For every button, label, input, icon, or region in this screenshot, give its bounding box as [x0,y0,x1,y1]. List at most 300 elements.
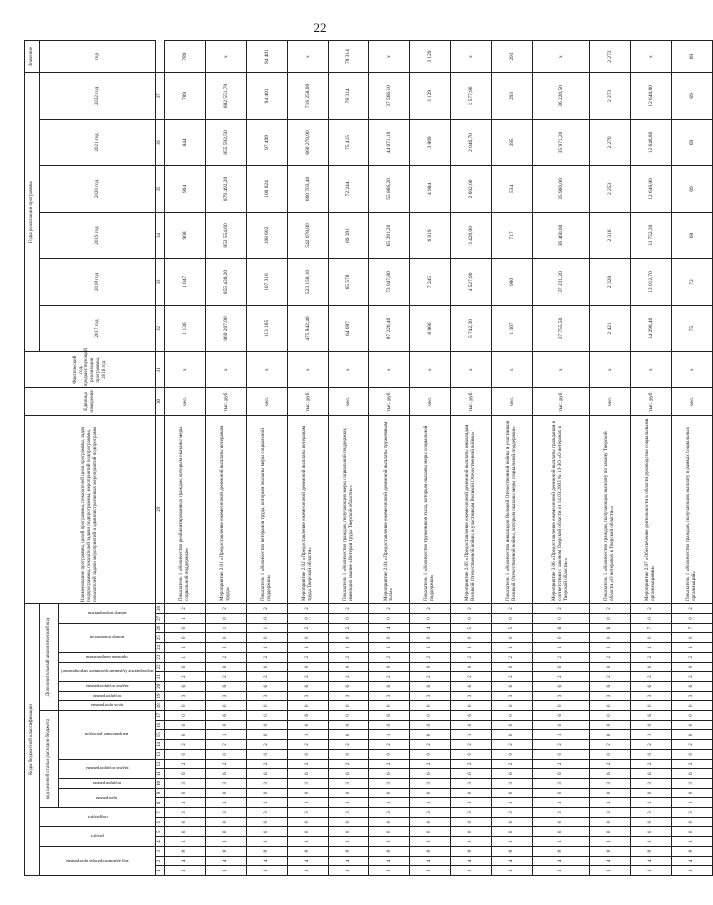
row-base-year: х [410,352,451,388]
column-number: 20 [156,681,165,691]
row-year-value: 3 869 [410,119,451,166]
code-cell: 2 [590,759,631,769]
column-number: 12 [156,759,165,769]
code-cell: 0 [165,817,206,827]
code-cell: 0 [410,788,451,798]
code-cell: 2 [590,740,631,750]
program_sub-header-text: программа [96,795,118,801]
code-cell: 2 [451,652,492,662]
row-year-value: 852 554,60 [205,212,246,259]
row-year-value: 97 499 [246,119,287,166]
row-year-value: 660 270,90 [287,119,328,166]
code-cell: 1 [165,643,206,653]
code-cell: 0 [492,614,533,624]
table-row [451,41,492,876]
code-cell: 0 [671,788,712,798]
row-unit: чел. [328,388,369,415]
row-year-value: 65 578 [328,259,369,306]
code-cell: 2 [287,603,328,613]
code-cell: 3 [246,808,287,818]
code-cell: 0 [671,701,712,711]
code-cell: 2 [328,740,369,750]
code-cell: 0 [410,720,451,730]
row-year-value: 908 [165,212,206,259]
column-number: 28 [156,603,165,613]
program-table [24,40,713,876]
code-cell: 0 [492,711,533,721]
code-cell: 6 [205,769,246,779]
code-cell: 0 [590,817,631,827]
row-unit: чел. [590,388,631,415]
row-target: х [451,41,492,73]
code-cell: 8 [369,846,410,856]
row-year-value: 789 [165,73,206,120]
code-cell: 6 [451,711,492,721]
code-cell: 2 [671,759,712,769]
code-cell: 2 [492,652,533,662]
code-cell: 0 [246,720,287,730]
row-year-value: 37 231,20 [533,259,590,306]
code-cell: 1 [671,798,712,808]
code-cell: 0 [165,711,206,721]
code-cell: 0 [631,817,672,827]
code-cell: 0 [165,662,206,672]
code-cell: 0 [205,827,246,837]
code-cell: 4 [631,856,672,866]
act_index-header-text: номер показателя [89,635,125,641]
section-header-text: раздел [91,834,104,840]
code-cell: 2 [492,672,533,682]
code-cell: 6 [287,681,328,691]
code-cell: 2 [631,759,672,769]
row-year-value: 542 078,80 [287,212,328,259]
act_goal-header [59,701,156,711]
column-number: 13 [156,749,165,759]
row-year-value: 113 165 [246,305,287,352]
code-cell: 1 [165,614,206,624]
row-year-value: 65 391,20 [369,212,410,259]
code-cell: 0 [631,788,672,798]
code-cell: 6 [287,769,328,779]
code-cell: 0 [410,633,451,643]
code-cell: 4 [287,856,328,866]
code-cell: 3 [287,808,328,818]
code-cell: 4 [165,856,206,866]
code-cell: 0 [590,662,631,672]
row-year-value: 3 129 [410,73,451,120]
row-year-value: 395 [492,119,533,166]
code-cell: 2 [205,652,246,662]
code-cell: 1 [671,866,712,876]
code-cell: 0 [369,633,410,643]
row-year-value: 69 [671,73,712,120]
row-year-value: 75 [671,305,712,352]
row-year-value: 108 602 [246,212,287,259]
code-cell: 6 [590,681,631,691]
code-cell: 0 [287,788,328,798]
code-cell: 0 [590,711,631,721]
row-name: Показатель 1 «Количество граждан, получающих выплату в рамках социальных организаций» [671,415,712,603]
code-cell: 1 [369,730,410,740]
code-cell: 2 [205,740,246,750]
code-cell: 0 [671,711,712,721]
code-cell: 0 [533,817,590,827]
code-cell: 6 [205,711,246,721]
code-cell: 0 [369,614,410,624]
code-cell: 2 [328,759,369,769]
code-cell: 2 [165,740,206,750]
code-cell: 0 [410,749,451,759]
code-cell: 0 [205,788,246,798]
code-cell: 0 [590,730,631,740]
code-cell: 3 [451,691,492,701]
code-cell: 0 [671,633,712,643]
column-number: 1 [156,866,165,876]
code-cell: 0 [287,701,328,711]
code-cell: 0 [631,720,672,730]
section-header [40,827,156,846]
act_goal-header-text: цель программы [90,703,124,709]
code-cell: 2 [328,672,369,682]
code-cell: 1 [205,623,246,633]
code-cell: 8 [492,846,533,856]
row-name: Показатель 1 «Количество ветеранов труда, которым оказаны меры социальной поддержки» [246,415,287,603]
code-cell: 2 [451,740,492,750]
code-cell: 2 [671,740,712,750]
row-target: 78 314 [328,41,369,73]
column-number: 17 [156,711,165,721]
row-year-value: 980 [492,259,533,306]
row-unit: тыс. руб. [631,388,672,415]
table-row [246,41,287,876]
code-cell: 2 [287,740,328,750]
code-cell: 0 [451,749,492,759]
code-cell: 6 [590,623,631,633]
code-cell: 1 [590,837,631,847]
row-base-year: х [671,352,712,388]
code-cell: 1 [451,643,492,653]
code-cell: 8 [451,846,492,856]
act_type-header-text: признак направления [86,654,128,660]
row-unit: чел. [671,388,712,415]
code-cell: 2 [631,652,672,662]
year-header-1: 2018 год [40,259,156,306]
code-cell: 0 [369,662,410,672]
row-year-value: 69 [671,119,712,166]
code-cell: 6 [533,623,590,633]
code-cell: 0 [246,614,287,624]
column-number: 7 [156,808,165,818]
row-year-value: 844 [165,119,206,166]
code-cell: 6 [492,769,533,779]
subsection-header-text: подраздел [87,814,108,820]
code-cell: 2 [246,603,287,613]
year-header-2: 2019 год [40,212,156,259]
row-year-value: 869 207,90 [205,305,246,352]
code-cell: 0 [246,730,287,740]
code-cell: 4 [410,856,451,866]
code-cell: 0 [671,662,712,672]
row-target: х [205,41,246,73]
column-number: 3 [156,846,165,856]
column-number: 18 [156,701,165,711]
code-cell: 2 [165,672,206,682]
code-cell: 0 [590,827,631,837]
row-name: Показатель 1 «Количество граждан, получающих меры социальной поддержки, имеющих звание «Ветеран труда Тверской области»» [328,415,369,603]
column-number: 26 [156,623,165,633]
code-cell: 6 [246,681,287,691]
code-cell: 0 [631,662,672,672]
code-cell: 2 [205,603,246,613]
code-cell: 0 [590,720,631,730]
code-cell: 0 [205,701,246,711]
code-cell: 6 [205,681,246,691]
code-cell: 1 [165,837,206,847]
code-cell: 1 [165,866,206,876]
code-cell: 2 [205,759,246,769]
row-unit: чел. [246,388,287,415]
codes-group-header: Коды бюджетной классификации [25,603,40,875]
code-cell: 1 [205,866,246,876]
row-year-value: 75 415 [328,119,369,166]
code-cell: 6 [369,769,410,779]
expense-group-header: код целевой статьи расходов бюджета [40,711,59,808]
row-year-value: 2 270 [590,119,631,166]
code-cell: 1 [328,837,369,847]
row-base-year: х [533,352,590,388]
table-row [631,41,672,876]
task-header-text: задача подпрограммы [85,766,129,772]
row-year-value: 73 047,80 [369,259,410,306]
row-year-value: 72 [671,259,712,306]
table-row [410,41,451,876]
column-number: 10 [156,778,165,788]
code-cell: 1 [533,837,590,847]
code-cell: 0 [165,701,206,711]
code-cell: 1 [205,837,246,847]
code-cell: 0 [451,633,492,643]
code-cell: 0 [287,749,328,759]
act_event-header-text: мероприятие (административное мероприятие) [60,669,154,675]
code-cell: 0 [410,827,451,837]
code-cell: 6 [533,769,590,779]
column-number: 24 [156,643,165,653]
code-cell: 3 [369,778,410,788]
code-cell: 6 [165,769,206,779]
code-cell: 4 [590,856,631,866]
row-year-value: 107 316 [246,259,287,306]
column-number: 29 [156,415,165,603]
admin-code-header-text: код администратора программы [66,858,129,864]
code-cell: 3 [369,808,410,818]
row-target: х [287,41,328,73]
code-cell: 0 [533,662,590,672]
subprogram-header [59,778,156,788]
row-year-value: 855 438,20 [205,259,246,306]
table-row [590,41,631,876]
code-cell: 3 [451,808,492,818]
column-number: 6 [156,817,165,827]
table-row [205,41,246,876]
row-year-value: 2 328 [590,259,631,306]
code-cell: 0 [287,662,328,672]
row-base-year: х [246,352,287,388]
code-cell: 3 [590,808,631,818]
code-cell: 3 [492,691,533,701]
code-cell: 1 [631,866,672,876]
code-cell: 3 [205,808,246,818]
code-cell: 2 [671,672,712,682]
code-cell: 1 [246,798,287,808]
code-cell: 0 [492,817,533,827]
code-cell: 1 [451,837,492,847]
row-name: Мероприятие 2.05 «Предоставление ежемесячной денежной выплаты инвалидам Великой Отечественной войны и участникам Великой Отечественной войны» [451,415,492,603]
code-cell: 1 [631,643,672,653]
subprogram-header-text: подпрограмма [92,780,122,786]
column-number: 4 [156,837,165,847]
row-year-value: 8 866 [410,305,451,352]
year-header-0: 2017 год [40,305,156,352]
code-cell: 0 [533,788,590,798]
code-cell: 8 [205,846,246,856]
code-cell: 3 [165,691,206,701]
activity-group-header: Дополнительный аналитический код [40,603,59,710]
code-cell: 0 [590,633,631,643]
code-cell: 6 [287,711,328,721]
code-cell: 3 [165,778,206,788]
code-cell: 2 [287,672,328,682]
code-cell: 2 [410,672,451,682]
code-cell: 3 [492,778,533,788]
code-cell: 3 [328,691,369,701]
table-row [671,41,712,876]
code-cell: 0 [671,720,712,730]
row-year-value: 37 755,50 [533,305,590,352]
row-year-value: 534 [492,166,533,213]
code-cell: 1 [369,866,410,876]
code-cell: 0 [671,827,712,837]
code-cell: 3 [533,691,590,701]
code-cell: 4 [410,623,451,633]
column-number: 19 [156,691,165,701]
unit-header: Единица измерения [25,388,156,415]
code-cell: 0 [287,633,328,643]
code-cell: 0 [328,720,369,730]
code-cell: 3 [410,778,451,788]
code-cell: 1 [410,866,451,876]
code-cell: 4 [671,856,712,866]
row-year-value: 2 316 [590,212,631,259]
code-cell: 1 [287,866,328,876]
column-number: 36 [156,119,165,166]
code-cell: 1 [287,643,328,653]
code-cell: 0 [451,817,492,827]
code-cell: 6 [631,769,672,779]
code-cell: 1 [369,798,410,808]
column-number: 30 [156,388,165,415]
column-number: 33 [156,259,165,306]
code-cell: 0 [205,633,246,643]
code-cell: 0 [246,711,287,721]
code-cell: 6 [328,681,369,691]
code-cell: 3 [369,691,410,701]
code-cell: 6 [671,769,712,779]
code-cell: 3 [671,808,712,818]
code-cell: 0 [410,730,451,740]
code-cell: 1 [451,866,492,876]
code-cell: 8 [671,846,712,856]
code-cell: 0 [492,827,533,837]
code-cell: 1 [165,798,206,808]
row-name: Мероприятие 2.02 «Предоставление ежемесячной денежной выплаты ветеранам труда Тверской области» [287,415,328,603]
code-cell: 0 [410,711,451,721]
code-cell: 2 [369,740,410,750]
row-name: Показатель 1 «Количество граждан, получающих выплату по закону Тверской области «О ветеранах в Тверской области»» [590,415,631,603]
column-number: 25 [156,633,165,643]
table-row [287,41,328,876]
code-cell: 0 [369,788,410,798]
code-cell: 7 [631,623,672,633]
row-target: х [533,41,590,73]
code-cell: 2 [533,759,590,769]
row-year-value: 904 [165,166,206,213]
column-number: 11 [156,769,165,779]
row-year-value: 35 960,00 [533,166,590,213]
code-cell: 2 [533,740,590,750]
code-cell: 6 [631,681,672,691]
row-year-value: 87 226,40 [369,305,410,352]
code-cell: 1 [246,623,287,633]
target-year-header: год [40,41,156,73]
code-cell: 6 [451,681,492,691]
row-name: Мероприятие 2.06 «Предоставление ежемесячной денежной выплаты гражданам в соответствии с законом Тверской области от 14.03.2003 № 13-ЗО «О ветеранах в Тверской области»» [533,415,590,603]
code-cell: 2 [671,652,712,662]
code-cell: 6 [631,711,672,721]
code-cell: 2 [369,759,410,769]
column-number: 22 [156,662,165,672]
row-name: Мероприятие 2.01 «Предоставление ежемесячной денежной выплаты ветеранам труда» [205,415,246,603]
code-cell: 0 [287,720,328,730]
code-cell: 0 [246,788,287,798]
table-body [165,41,713,876]
row-target: 69 [671,41,712,73]
code-cell: 3 [410,808,451,818]
code-cell: 1 [205,643,246,653]
code-cell: 3 [671,691,712,701]
row-year-value: 1 577,90 [451,73,492,120]
code-cell: 0 [451,827,492,837]
row-name: Показатель 1 «Количество реабилитированных граждан, которым оказаны меры социальной поддержки» [165,415,206,603]
code-cell: 0 [328,827,369,837]
task-header [59,759,156,778]
row-year-value: 12 648,80 [631,73,672,120]
column-number: 23 [156,652,165,662]
code-cell: 1 [533,730,590,740]
code-cell: 0 [451,720,492,730]
row-year-value: 72 244 [328,166,369,213]
code-cell: 2 [287,623,328,633]
code-cell: 0 [205,817,246,827]
code-cell: 2 [410,759,451,769]
row-year-value: 717 [492,212,533,259]
code-cell: 6 [246,769,287,779]
row-base-year: х [451,352,492,388]
row-year-value: 69 391 [328,212,369,259]
code-cell: 2 [246,652,287,662]
code-cell: 0 [328,662,369,672]
code-cell: 2 [410,652,451,662]
code-cell: 2 [492,740,533,750]
